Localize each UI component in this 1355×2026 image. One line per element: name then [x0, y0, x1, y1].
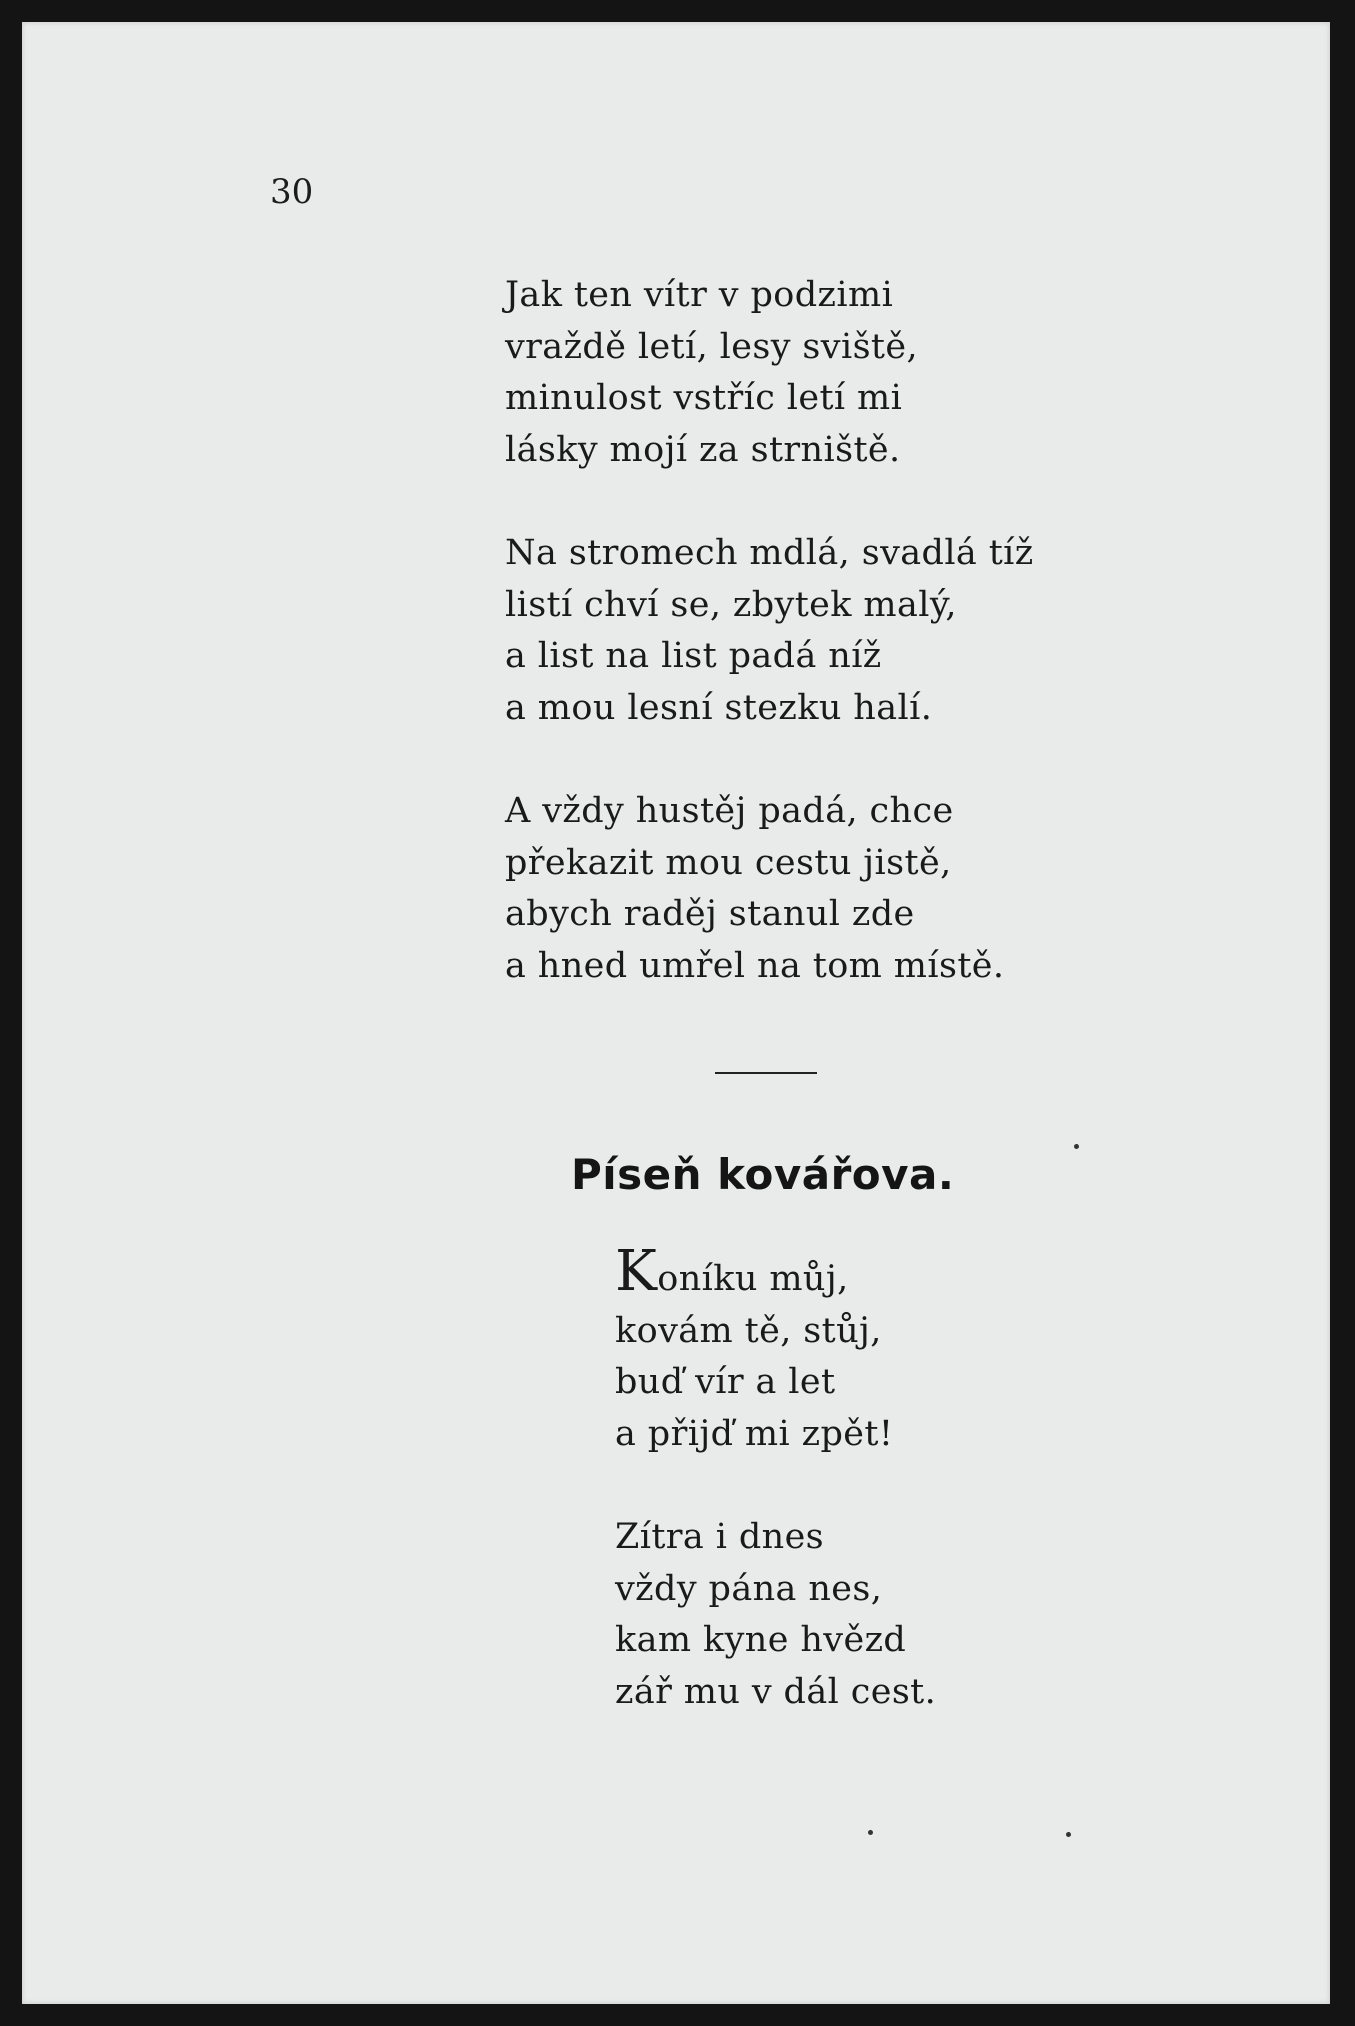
song-line: vždy pána nes,: [615, 1568, 883, 1609]
song-line: Zítra i dnes: [615, 1517, 825, 1557]
poem-line: A vždy hustěj padá, chce: [505, 791, 954, 831]
poem-line: a list na list padá níž: [505, 636, 882, 676]
section-divider: [715, 1072, 817, 1074]
song-line: [615, 1239, 936, 1306]
song-stanza-2: [615, 1512, 936, 1718]
song-title: Píseň kovářova.: [571, 1150, 955, 1199]
song-line: zář mu v dál cest.: [615, 1671, 937, 1712]
song-line-text: oníku můj,: [657, 1259, 849, 1299]
poem-line: a mou lesní stezku halí.: [505, 687, 933, 728]
song-line: kovám tě, stůj,: [615, 1310, 882, 1351]
poem-line: minulost vstříc letí mi: [505, 378, 903, 418]
song-line: kam kyne hvězd: [615, 1620, 907, 1660]
poem-stanza-2: [505, 528, 1034, 734]
poem-line: vraždě letí, lesy sviště,: [505, 326, 919, 367]
poem-line: Jak ten vítr v podzimi: [505, 275, 894, 315]
page-number: 30: [270, 172, 314, 212]
poem: [505, 270, 1034, 1044]
song-line: a přijď mi zpět!: [615, 1413, 894, 1454]
print-speck: [1074, 1144, 1079, 1149]
poem-line: překazit mou cestu jistě,: [505, 842, 952, 883]
poem-stanza-1: [505, 270, 1034, 476]
poem-line: a hned umřel na tom místě.: [505, 945, 1005, 986]
song-line: buď vír a let: [615, 1362, 836, 1402]
song-stanza-1: [615, 1239, 936, 1460]
song: [615, 1239, 937, 1770]
poem-stanza-3: [505, 786, 1034, 992]
print-speck: [1066, 1832, 1071, 1837]
print-speck: [868, 1830, 873, 1835]
poem-line: lásky mojí za strniště.: [505, 429, 901, 470]
poem-line: listí chví se, zbytek malý,: [505, 584, 957, 625]
drop-cap: K: [615, 1239, 658, 1304]
book-page: [22, 22, 1330, 2004]
poem-line: abych raděj stanul zde: [505, 894, 915, 934]
poem-line: Na stromech mdlá, svadlá tíž: [505, 533, 1034, 573]
